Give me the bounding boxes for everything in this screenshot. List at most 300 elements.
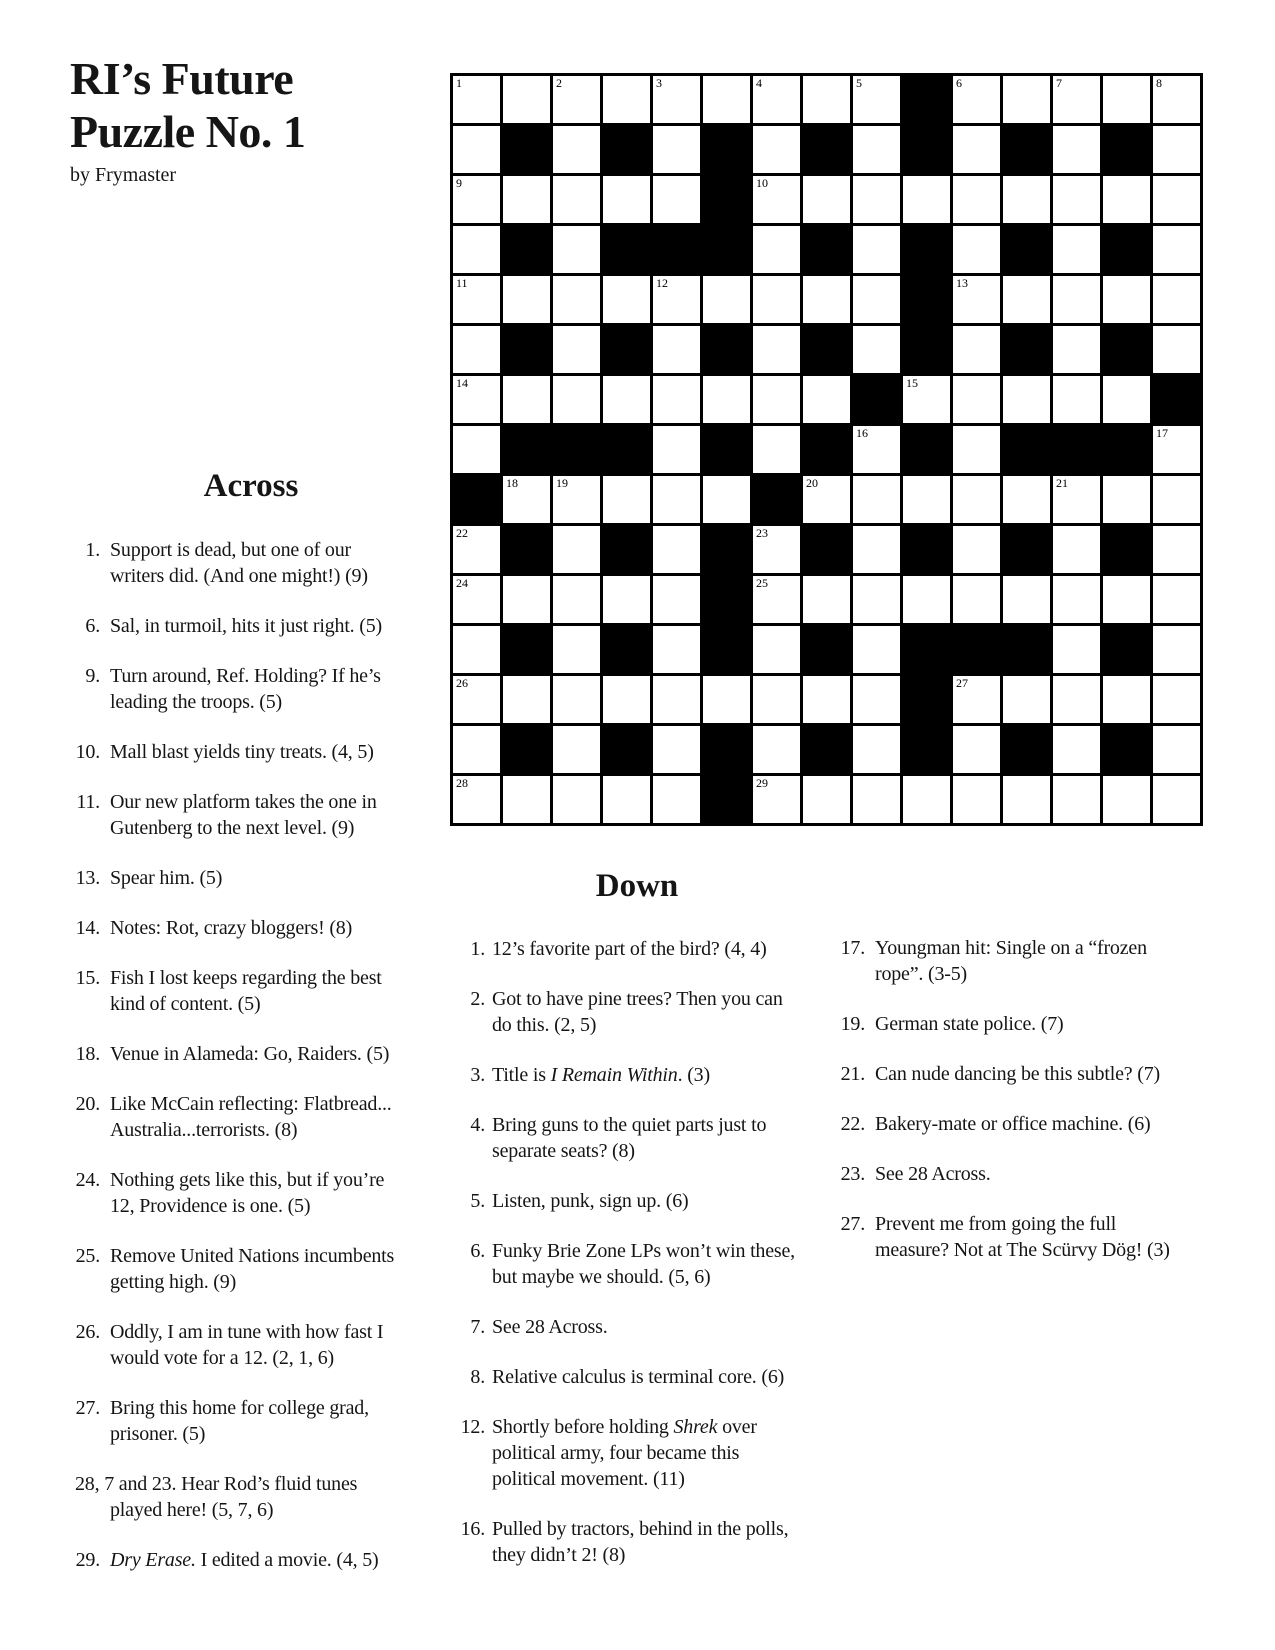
grid-cell[interactable] (1153, 676, 1200, 723)
clue-text (110, 1243, 394, 1295)
grid-cell-black (903, 276, 950, 323)
grid-cell-black (803, 626, 850, 673)
grid-cell-number: 14 (456, 376, 468, 390)
clue-text-line: Bring this home for college grad, (110, 1397, 369, 1419)
grid-cell[interactable] (653, 126, 700, 173)
grid-cell[interactable] (503, 576, 550, 623)
grid-cell[interactable] (553, 476, 600, 523)
clue-text (110, 739, 374, 765)
grid-cell[interactable] (1153, 526, 1200, 573)
grid-cell-black (703, 626, 750, 673)
clue-item (810, 1111, 1200, 1137)
clue-item (430, 1414, 820, 1492)
clue-text-line: 12, Providence is one. (5) (110, 1195, 311, 1217)
grid-cell[interactable] (753, 676, 800, 723)
grid-cell[interactable] (753, 176, 800, 223)
grid-cell[interactable] (803, 676, 850, 723)
grid-cell[interactable] (1003, 276, 1050, 323)
clue-text-line: getting high. (9) (110, 1271, 237, 1293)
clue-item (60, 537, 460, 589)
grid-cell[interactable] (553, 526, 600, 573)
clue-text-line: Listen, punk, sign up. (6) (492, 1190, 689, 1212)
grid-cell[interactable] (753, 276, 800, 323)
grid-cell[interactable] (753, 776, 800, 823)
grid-cell[interactable] (1053, 326, 1100, 373)
grid-cell[interactable] (1053, 476, 1100, 523)
grid-cell[interactable] (703, 76, 750, 123)
clue-number: 6. (85, 615, 100, 637)
grid-cell[interactable] (653, 376, 700, 423)
grid-cell-black (903, 676, 950, 723)
grid-cell[interactable] (603, 676, 650, 723)
grid-cell[interactable] (1103, 376, 1150, 423)
grid-cell-black (503, 626, 550, 673)
clue-number: 6. (470, 1240, 485, 1262)
grid-cell[interactable] (753, 726, 800, 773)
grid-cell[interactable] (803, 776, 850, 823)
across-clue-list (60, 537, 460, 1597)
grid-cell-black (1103, 726, 1150, 773)
clue-text (110, 1395, 369, 1447)
grid-cell[interactable] (553, 126, 600, 173)
grid-cell[interactable] (1153, 126, 1200, 173)
grid-cell[interactable] (953, 526, 1000, 573)
clue-text-line: prisoner. (5) (110, 1423, 206, 1445)
grid-cell[interactable] (803, 476, 850, 523)
across-heading: Across (203, 468, 299, 504)
grid-cell[interactable] (453, 626, 500, 673)
grid-cell-black (803, 726, 850, 773)
clue-number: 14. (75, 917, 100, 939)
grid-cell-number: 16 (856, 426, 868, 440)
clue-item (60, 1319, 460, 1371)
grid-cell[interactable] (453, 276, 500, 323)
grid-cell-number: 4 (756, 76, 762, 90)
grid-cell-black (703, 226, 750, 273)
clue-text (875, 1211, 1170, 1263)
grid-cell[interactable] (553, 276, 600, 323)
grid-cell[interactable] (1103, 476, 1150, 523)
grid-cell-number: 13 (956, 276, 968, 290)
grid-cell[interactable] (603, 276, 650, 323)
grid-cell[interactable] (953, 426, 1000, 473)
grid-cell-number: 27 (956, 676, 968, 690)
grid-cell[interactable] (953, 176, 1000, 223)
grid-cell[interactable] (553, 726, 600, 773)
grid-cell[interactable] (953, 376, 1000, 423)
grid-cell[interactable] (453, 676, 500, 723)
clue-item (430, 1112, 820, 1164)
clue-number: 3. (470, 1064, 485, 1086)
grid-cell[interactable] (1003, 676, 1050, 723)
grid-cell[interactable] (553, 376, 600, 423)
grid-cell[interactable] (603, 576, 650, 623)
clue-item (60, 1041, 460, 1067)
grid-cell-number: 24 (456, 576, 468, 590)
clue-text-italic: I Remain Within (550, 1064, 678, 1086)
clue-text-line: Bakery-mate or office machine. (6) (875, 1113, 1151, 1135)
grid-cell-black (603, 126, 650, 173)
grid-cell[interactable] (1153, 476, 1200, 523)
grid-cell-black (1103, 426, 1150, 473)
grid-cell[interactable] (953, 326, 1000, 373)
grid-cell[interactable] (1053, 76, 1100, 123)
grid-cell[interactable] (603, 376, 650, 423)
grid-cell-black (1103, 326, 1150, 373)
grid-cell-black (1003, 426, 1050, 473)
grid-cell[interactable] (1053, 376, 1100, 423)
clue-text-italic: Shrek (673, 1416, 718, 1438)
grid-cell[interactable] (953, 576, 1000, 623)
grid-cell[interactable] (553, 576, 600, 623)
grid-cell[interactable] (453, 76, 500, 123)
grid-cell[interactable] (653, 276, 700, 323)
grid-cell-black (803, 426, 850, 473)
clue-item (810, 1161, 1200, 1187)
grid-cell[interactable] (953, 126, 1000, 173)
grid-cell-number: 10 (756, 176, 768, 190)
grid-cell[interactable] (753, 576, 800, 623)
clue-text-line: Fish I lost keeps regarding the best (110, 967, 382, 989)
clue-text (492, 986, 783, 1038)
grid-cell[interactable] (803, 76, 850, 123)
grid-cell-black (603, 326, 650, 373)
grid-cell[interactable] (453, 176, 500, 223)
grid-cell[interactable] (953, 226, 1000, 273)
grid-cell-black (703, 126, 750, 173)
grid-cell[interactable] (1153, 776, 1200, 823)
clue-number: 22. (840, 1113, 865, 1135)
grid-cell[interactable] (603, 776, 650, 823)
grid-cell[interactable] (453, 726, 500, 773)
grid-cell[interactable] (753, 326, 800, 373)
clue-text (492, 1414, 757, 1492)
clue-text (110, 1091, 392, 1143)
grid-cell[interactable] (603, 76, 650, 123)
clue-number: 10. (75, 741, 100, 763)
grid-cell[interactable] (853, 276, 900, 323)
clue-item (60, 1547, 460, 1573)
grid-cell[interactable] (1153, 726, 1200, 773)
grid-cell[interactable] (853, 426, 900, 473)
grid-cell[interactable] (1103, 76, 1150, 123)
grid-cell[interactable] (653, 776, 700, 823)
grid-cell[interactable] (853, 76, 900, 123)
clue-text-segment: Shortly before holding (492, 1416, 674, 1438)
grid-cell[interactable] (453, 576, 500, 623)
clue-text (492, 936, 767, 962)
clue-number: 2. (470, 988, 485, 1010)
grid-cell-black (1003, 526, 1050, 573)
clue-text (110, 613, 382, 639)
grid-cell[interactable] (1103, 176, 1150, 223)
grid-cell[interactable] (1053, 276, 1100, 323)
clue-item (60, 865, 460, 891)
grid-cell[interactable] (853, 326, 900, 373)
grid-cell[interactable] (603, 476, 650, 523)
clue-number: 18. (75, 1043, 100, 1065)
clue-text (110, 965, 382, 1017)
grid-cell[interactable] (653, 676, 700, 723)
clue-text-line (492, 1414, 757, 1440)
grid-cell[interactable] (453, 776, 500, 823)
clue-text-line: kind of content. (5) (110, 993, 261, 1015)
grid-cell-black (703, 176, 750, 223)
grid-cell[interactable] (1053, 726, 1100, 773)
grid-cell[interactable] (853, 726, 900, 773)
grid-cell[interactable] (753, 226, 800, 273)
clue-item (810, 935, 1200, 987)
grid-cell[interactable] (803, 376, 850, 423)
clue-item (430, 936, 820, 962)
grid-cell[interactable] (503, 376, 550, 423)
clue-item (60, 1091, 460, 1143)
grid-cell[interactable] (503, 676, 550, 723)
byline: by Frymaster (70, 164, 177, 186)
grid-cell[interactable] (553, 176, 600, 223)
clue-text-line: Australia...terrorists. (8) (110, 1119, 298, 1141)
grid-cell[interactable] (503, 76, 550, 123)
clue-text-line: Pulled by tractors, behind in the polls, (492, 1518, 789, 1540)
grid-cell[interactable] (1103, 776, 1150, 823)
clue-text-line: Got to have pine trees? Then you can (492, 988, 783, 1010)
clue-text (110, 1547, 378, 1573)
grid-cell-black (703, 426, 750, 473)
grid-cell-black (903, 626, 950, 673)
clue-text-line: do this. (2, 5) (492, 1014, 597, 1036)
grid-cell-black (503, 126, 550, 173)
grid-cell[interactable] (803, 176, 850, 223)
grid-cell-black (1003, 626, 1050, 673)
grid-cell[interactable] (1003, 776, 1050, 823)
clue-number: 15. (75, 967, 100, 989)
grid-cell[interactable] (703, 376, 750, 423)
clue-text (110, 915, 352, 941)
grid-cell[interactable] (953, 726, 1000, 773)
grid-cell-number: 29 (756, 776, 768, 790)
grid-cell[interactable] (903, 176, 950, 223)
clue-item (430, 1062, 820, 1088)
clue-text (492, 1364, 784, 1390)
grid-cell[interactable] (1153, 426, 1200, 473)
grid-cell[interactable] (903, 576, 950, 623)
clue-number: 27. (75, 1397, 100, 1419)
clue-text-line (492, 1062, 710, 1088)
clue-text (110, 865, 222, 891)
clue-text-line: See 28 Across. (875, 1163, 991, 1185)
grid-cell[interactable] (453, 426, 500, 473)
grid-cell[interactable] (753, 426, 800, 473)
grid-cell[interactable] (1003, 476, 1050, 523)
grid-cell[interactable] (1053, 676, 1100, 723)
grid-cell[interactable] (753, 76, 800, 123)
clue-number: 26. (75, 1321, 100, 1343)
grid-cell[interactable] (903, 776, 950, 823)
grid-cell[interactable] (553, 676, 600, 723)
grid-cell[interactable] (953, 76, 1000, 123)
grid-cell-black (1053, 426, 1100, 473)
grid-cell[interactable] (953, 276, 1000, 323)
grid-cell[interactable] (653, 726, 700, 773)
grid-cell[interactable] (953, 676, 1000, 723)
grid-cell[interactable] (1003, 376, 1050, 423)
clue-text-line: Sal, in turmoil, hits it just right. (5) (110, 615, 383, 637)
grid-cell[interactable] (453, 126, 500, 173)
grid-cell-black (753, 476, 800, 523)
grid-cell[interactable] (753, 626, 800, 673)
grid-cell[interactable] (1003, 576, 1050, 623)
grid-cell[interactable] (853, 476, 900, 523)
grid-cell[interactable] (853, 526, 900, 573)
grid-cell[interactable] (503, 176, 550, 223)
grid-cell[interactable] (1153, 176, 1200, 223)
grid-cell-number: 22 (456, 526, 468, 540)
grid-cell-black (953, 626, 1000, 673)
down-heading: Down (595, 868, 679, 904)
grid-cell[interactable] (453, 326, 500, 373)
grid-cell[interactable] (853, 176, 900, 223)
clue-text-segment: I edited a movie. (4, 5) (195, 1549, 379, 1571)
clue-text (492, 1188, 688, 1214)
grid-cell[interactable] (1003, 176, 1050, 223)
grid-cell-black (603, 226, 650, 273)
grid-cell-black (603, 726, 650, 773)
clue-number: 25. (75, 1245, 100, 1267)
grid-cell[interactable] (1053, 776, 1100, 823)
grid-cell[interactable] (653, 176, 700, 223)
grid-cell[interactable] (803, 276, 850, 323)
grid-cell[interactable] (1053, 126, 1100, 173)
grid-cell[interactable] (853, 226, 900, 273)
clue-text (492, 1112, 766, 1164)
clue-number: 5. (470, 1190, 485, 1212)
grid-cell-number: 7 (1056, 76, 1062, 90)
clue-item (810, 1061, 1200, 1087)
down-clue-list-column-1 (430, 936, 820, 1592)
grid-cell-black (903, 126, 950, 173)
grid-cell[interactable] (1153, 326, 1200, 373)
grid-cell[interactable] (853, 576, 900, 623)
grid-cell[interactable] (703, 276, 750, 323)
clue-item (430, 1364, 820, 1390)
grid-cell[interactable] (653, 476, 700, 523)
grid-cell[interactable] (853, 626, 900, 673)
grid-cell[interactable] (753, 126, 800, 173)
grid-cell[interactable] (1153, 576, 1200, 623)
grid-cell[interactable] (753, 376, 800, 423)
clue-item (60, 663, 460, 715)
grid-cell[interactable] (1053, 576, 1100, 623)
clue-text-line: Our new platform takes the one in (110, 791, 377, 813)
grid-cell-number: 21 (1056, 476, 1068, 490)
grid-cell[interactable] (903, 476, 950, 523)
grid-cell[interactable] (853, 776, 900, 823)
clue-text-line: measure? Not at The Scürvy Dög! (3) (875, 1239, 1170, 1261)
clue-text-line: played here! (5, 7, 6) (110, 1499, 274, 1521)
grid-cell[interactable] (553, 626, 600, 673)
grid-cell[interactable] (1153, 76, 1200, 123)
grid-cell[interactable] (753, 526, 800, 573)
clue-number: 21. (840, 1063, 865, 1085)
grid-cell[interactable] (553, 326, 600, 373)
grid-cell[interactable] (503, 276, 550, 323)
grid-cell[interactable] (653, 626, 700, 673)
grid-cell[interactable] (853, 126, 900, 173)
grid-cell[interactable] (1103, 576, 1150, 623)
grid-cell[interactable] (653, 576, 700, 623)
grid-cell[interactable] (1103, 276, 1150, 323)
grid-cell[interactable] (1003, 76, 1050, 123)
clue-text-line: would vote for a 12. (2, 1, 6) (110, 1347, 334, 1369)
clue-text-line: Mall blast yields tiny treats. (4, 5) (110, 741, 374, 763)
clue-item (430, 1516, 820, 1568)
grid-cell[interactable] (653, 526, 700, 573)
grid-cell[interactable] (653, 76, 700, 123)
grid-cell[interactable] (553, 776, 600, 823)
grid-cell[interactable] (453, 226, 500, 273)
grid-cell-number: 1 (456, 76, 462, 90)
clue-item (430, 1238, 820, 1290)
grid-cell[interactable] (953, 476, 1000, 523)
grid-cell-number: 20 (806, 476, 818, 490)
grid-cell[interactable] (603, 176, 650, 223)
grid-cell[interactable] (953, 776, 1000, 823)
clue-text-line: 12’s favorite part of the bird? (4, 4) (492, 938, 767, 960)
grid-cell[interactable] (703, 476, 750, 523)
grid-cell[interactable] (503, 776, 550, 823)
grid-cell[interactable] (653, 426, 700, 473)
grid-cell[interactable] (1053, 626, 1100, 673)
grid-cell[interactable] (803, 576, 850, 623)
clue-text (492, 1062, 710, 1088)
grid-cell[interactable] (453, 526, 500, 573)
grid-cell[interactable] (1153, 226, 1200, 273)
grid-cell[interactable] (1053, 226, 1100, 273)
grid-cell-black (803, 126, 850, 173)
grid-cell[interactable] (903, 376, 950, 423)
page-title-line-1: RI’s Future (70, 53, 294, 104)
grid-cell[interactable] (853, 676, 900, 723)
grid-cell-black (903, 526, 950, 573)
grid-cell-black (803, 226, 850, 273)
grid-cell[interactable] (1153, 626, 1200, 673)
clue-text-line: Notes: Rot, crazy bloggers! (8) (110, 917, 353, 939)
grid-cell[interactable] (503, 476, 550, 523)
grid-cell[interactable] (653, 326, 700, 373)
page-title-line-2: Puzzle No. 1 (70, 106, 306, 157)
grid-cell[interactable] (703, 676, 750, 723)
grid-cell[interactable] (553, 76, 600, 123)
grid-cell-number: 11 (456, 276, 468, 290)
clue-number: 27. (840, 1213, 865, 1235)
clue-item (430, 986, 820, 1038)
clue-number: 12. (460, 1416, 485, 1438)
grid-cell[interactable] (1103, 676, 1150, 723)
clue-number: 24. (75, 1169, 100, 1191)
grid-cell[interactable] (553, 226, 600, 273)
clue-number: 19. (840, 1013, 865, 1035)
grid-cell-number: 26 (456, 676, 468, 690)
clue-number: 7. (470, 1316, 485, 1338)
clue-number: 1. (470, 938, 485, 960)
clue-text-line: Remove United Nations incumbents (110, 1245, 395, 1267)
grid-cell[interactable] (1053, 176, 1100, 223)
grid-cell[interactable] (453, 376, 500, 423)
grid-cell[interactable] (1153, 276, 1200, 323)
grid-cell[interactable] (1053, 526, 1100, 573)
clue-text-line: Oddly, I am in tune with how fast I (110, 1321, 384, 1343)
clue-number: 13. (75, 867, 100, 889)
